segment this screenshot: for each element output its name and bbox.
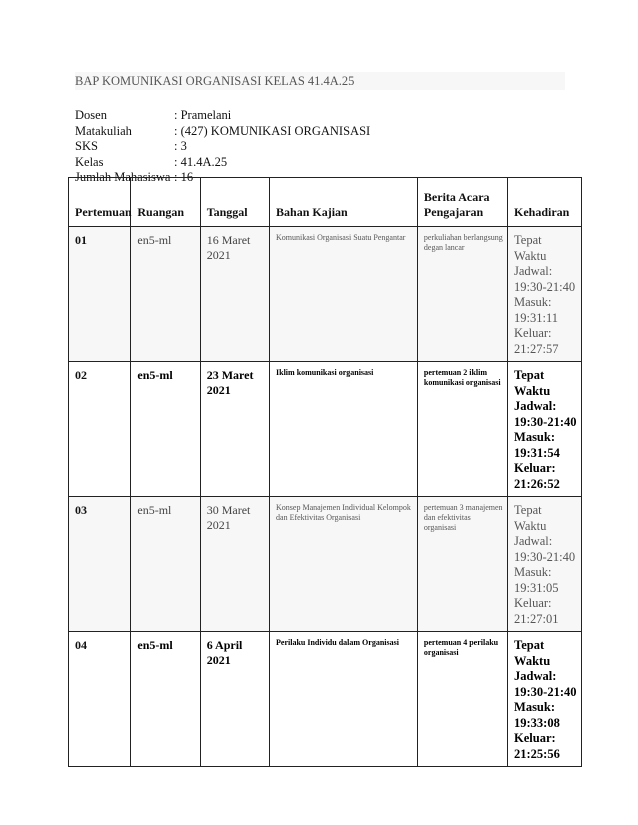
header-date: Tanggal	[200, 178, 269, 227]
header-material: Bahan Kajian	[270, 178, 418, 227]
info-label: Jumlah Mahasiswa	[75, 170, 171, 184]
in-time: 19:33:08	[514, 715, 560, 730]
date: 23 Maret 2021	[200, 362, 269, 497]
info-row-class	[75, 155, 370, 171]
meeting-number: 04	[69, 632, 131, 767]
table-header-row	[69, 178, 582, 227]
attendance-status: Tepat	[514, 368, 545, 382]
meeting-number: 03	[69, 497, 131, 632]
attendance	[508, 497, 582, 632]
report: perkuliahan berlangsung degan lancar	[417, 227, 507, 362]
info-value: : 3	[174, 139, 187, 153]
room: en5-ml	[131, 632, 200, 767]
attendance-table	[68, 177, 582, 767]
room: en5-ml	[131, 497, 200, 632]
date: 16 Maret 2021	[200, 227, 269, 362]
header-attendance: Kehadiran	[508, 178, 582, 227]
meeting-number: 01	[69, 227, 131, 362]
in-label: Masuk:	[514, 430, 555, 444]
in-label: Masuk:	[514, 565, 552, 579]
report: pertemuan 4 perilaku organisasi	[417, 632, 507, 767]
attendance	[508, 362, 582, 497]
info-value: : 41.4A.25	[174, 154, 228, 169]
header-room: Ruangan	[131, 178, 200, 227]
info-value: : Pramelani	[174, 108, 232, 122]
out-time: 21:27:57	[514, 341, 559, 356]
attendance	[508, 632, 582, 767]
report: pertemuan 3 manajemen dan efektivitas organisasi	[417, 497, 507, 632]
schedule-time: 19:30-21:40	[514, 549, 576, 564]
in-time: 19:31:05	[514, 580, 559, 595]
in-label: Masuk:	[514, 295, 552, 309]
table-row	[69, 362, 582, 497]
out-label: Keluar:	[514, 461, 556, 475]
header-meeting: Pertemuan	[69, 178, 131, 227]
room: en5-ml	[131, 362, 200, 497]
report: pertemuan 2 iklim komunikasi organisasi	[417, 362, 507, 497]
material: Konsep Manajemen Individual Kelompok dan Efektivitas Organisasi	[270, 497, 418, 632]
info-label: Dosen	[75, 108, 107, 122]
date: 6 April 2021	[200, 632, 269, 767]
info-label: SKS	[75, 139, 98, 153]
title-text: KOMUNIKASI ORGANISASI KELAS 41.4A.25	[101, 74, 355, 88]
schedule-time: 19:30-21:40	[514, 414, 577, 429]
attendance	[508, 227, 582, 362]
document-title	[75, 72, 565, 90]
in-time: 19:31:11	[514, 310, 558, 325]
schedule-time: 19:30-21:40	[514, 684, 577, 699]
info-row-course	[75, 124, 370, 140]
schedule-label: Waktu Jadwal:	[514, 248, 553, 278]
out-time: 21:26:52	[514, 476, 560, 491]
info-label: Matakuliah	[75, 123, 132, 138]
schedule-label: Waktu Jadwal:	[514, 653, 557, 683]
out-label: Keluar:	[514, 596, 552, 610]
out-label: Keluar:	[514, 326, 552, 340]
info-value: : (427) KOMUNIKASI ORGANISASI	[174, 123, 371, 138]
meeting-number: 02	[69, 362, 131, 497]
schedule-time: 19:30-21:40	[514, 279, 576, 294]
info-label: Kelas	[75, 154, 104, 169]
info-row-credits	[75, 139, 370, 155]
info-row-lecturer	[75, 108, 370, 124]
header-report: Berita Acara Pengajaran	[417, 178, 507, 227]
room: en5-ml	[131, 227, 200, 362]
table-row	[69, 497, 582, 632]
material: Iklim komunikasi organisasi	[270, 362, 418, 497]
schedule-label: Waktu Jadwal:	[514, 383, 557, 413]
title-prefix: BAP	[75, 74, 99, 88]
table-row	[69, 227, 582, 362]
info-value: : 16	[174, 170, 194, 184]
in-label: Masuk:	[514, 700, 555, 714]
out-time: 21:27:01	[514, 611, 559, 626]
course-info	[75, 108, 370, 186]
table-row	[69, 632, 582, 767]
out-label: Keluar:	[514, 731, 556, 745]
attendance-status: Tepat	[514, 503, 542, 517]
in-time: 19:31:54	[514, 445, 560, 460]
out-time: 21:25:56	[514, 746, 560, 761]
attendance-status: Tepat	[514, 638, 545, 652]
material: Perilaku Individu dalam Organisasi	[270, 632, 418, 767]
attendance-status: Tepat	[514, 233, 542, 247]
schedule-label: Waktu Jadwal:	[514, 518, 553, 548]
date: 30 Maret 2021	[200, 497, 269, 632]
material: Komunikasi Organisasi Suatu Pengantar	[270, 227, 418, 362]
